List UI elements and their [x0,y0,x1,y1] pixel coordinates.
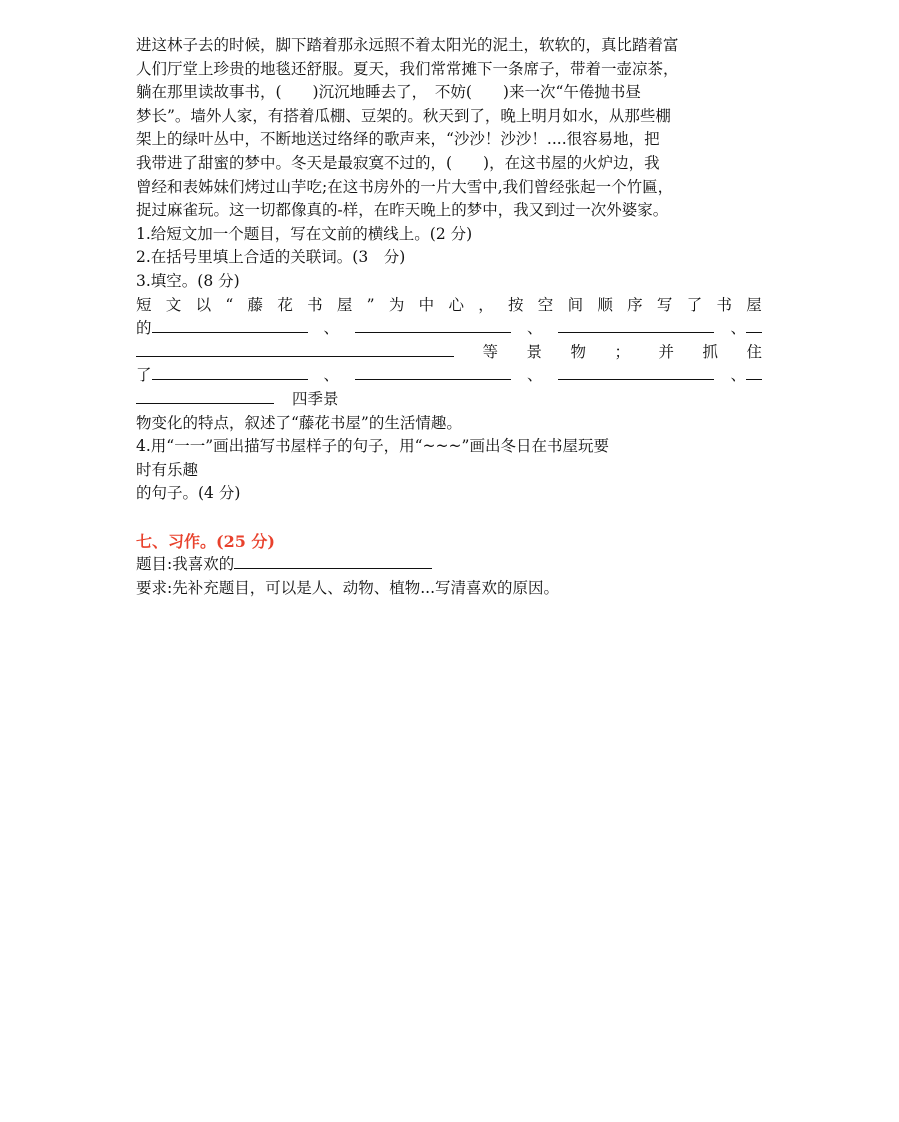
passage-line: 躺在那里读故事书，( )沉沉地睡去了， 不妨( )来一次“午倦抛书昼 [136,83,641,102]
fill-blank[interactable] [746,364,762,380]
writing-requirement: 要求:先补充题目，可以是人、动物、植物...写清喜欢的原因。 [136,579,560,598]
section-heading: 七、习作。(25 分) [136,531,275,551]
fill-blank[interactable] [136,341,454,357]
question-1: 1.给短文加一个题目，写在文前的横线上。(2 分) [136,224,473,243]
fill-blank[interactable] [136,388,274,404]
question-2: 2.在括号里填上合适的关联词。(3 分) [136,248,406,267]
question-3-line-5: 四季景 [136,388,762,412]
passage-line: 捉过麻雀玩。这一切都像真的-样，在昨天晚上的梦中，我又到过一次外婆家。 [136,201,669,220]
exam-page [136,34,762,601]
passage-line: 我带进了甜蜜的梦中。冬天是最寂寞不过的，( )，在这书屋的火炉边，我 [136,153,660,172]
question-4-line-2: 时有乐趣 [136,460,199,479]
title-blank[interactable] [234,553,432,569]
reading-passage [136,34,762,223]
fill-blank[interactable] [355,317,511,333]
passage-line: 梦长”。墙外人家，有搭着瓜棚、豆架的。秋天到了，晚上明月如水，从那些棚 [136,106,671,125]
question-3-line-4: 了 、 、 、 [136,364,762,388]
passage-line: 架上的绿叶丛中，不断地送过络绎的歌声来，“沙沙！沙沙！....很容易地，把 [136,130,660,149]
question-3-line-3: 等 景 物 ； 并 抓 住 [136,341,762,365]
passage-line: 曾经和表姊妹们烤过山芋吃;在这书房外的一片大雪中,我们曾经张起一个竹匾， [136,177,674,196]
writing-title-line: 题目:我喜欢的 [136,553,762,577]
fill-blank[interactable] [746,317,762,333]
fill-blank[interactable] [152,364,308,380]
fill-blank[interactable] [558,364,714,380]
question-3-line-2: 的 、 、 、 [136,317,762,341]
question-3-line-1: 短 文 以 “ 藤 花 书 屋 ” 为 中 心 ， 按 空 间 顺 序 写 了 书 屋 [136,295,762,314]
fill-blank[interactable] [152,317,308,333]
question-4-line-1: 4.用“一一”画出描写书屋样子的句子，用“~~~”画出冬日在书屋玩要 [136,437,609,456]
fill-blank[interactable] [355,364,511,380]
question-3-end: 物变化的特点，叙述了“藤花书屋”的生活情趣。 [136,413,462,432]
passage-line: 人们厅堂上珍贵的地毯还舒服。夏天，我们常常摊下一条席子，带着一壶凉茶， [136,59,679,78]
fill-blank[interactable] [558,317,714,333]
question-4-line-3: 的句子。(4 分) [136,484,241,503]
passage-line: 进这林子去的时候，脚下踏着那永远照不着太阳光的泥土，软软的，真比踏着富 [136,36,679,54]
question-3-title: 3.填空。(8 分) [136,271,240,290]
